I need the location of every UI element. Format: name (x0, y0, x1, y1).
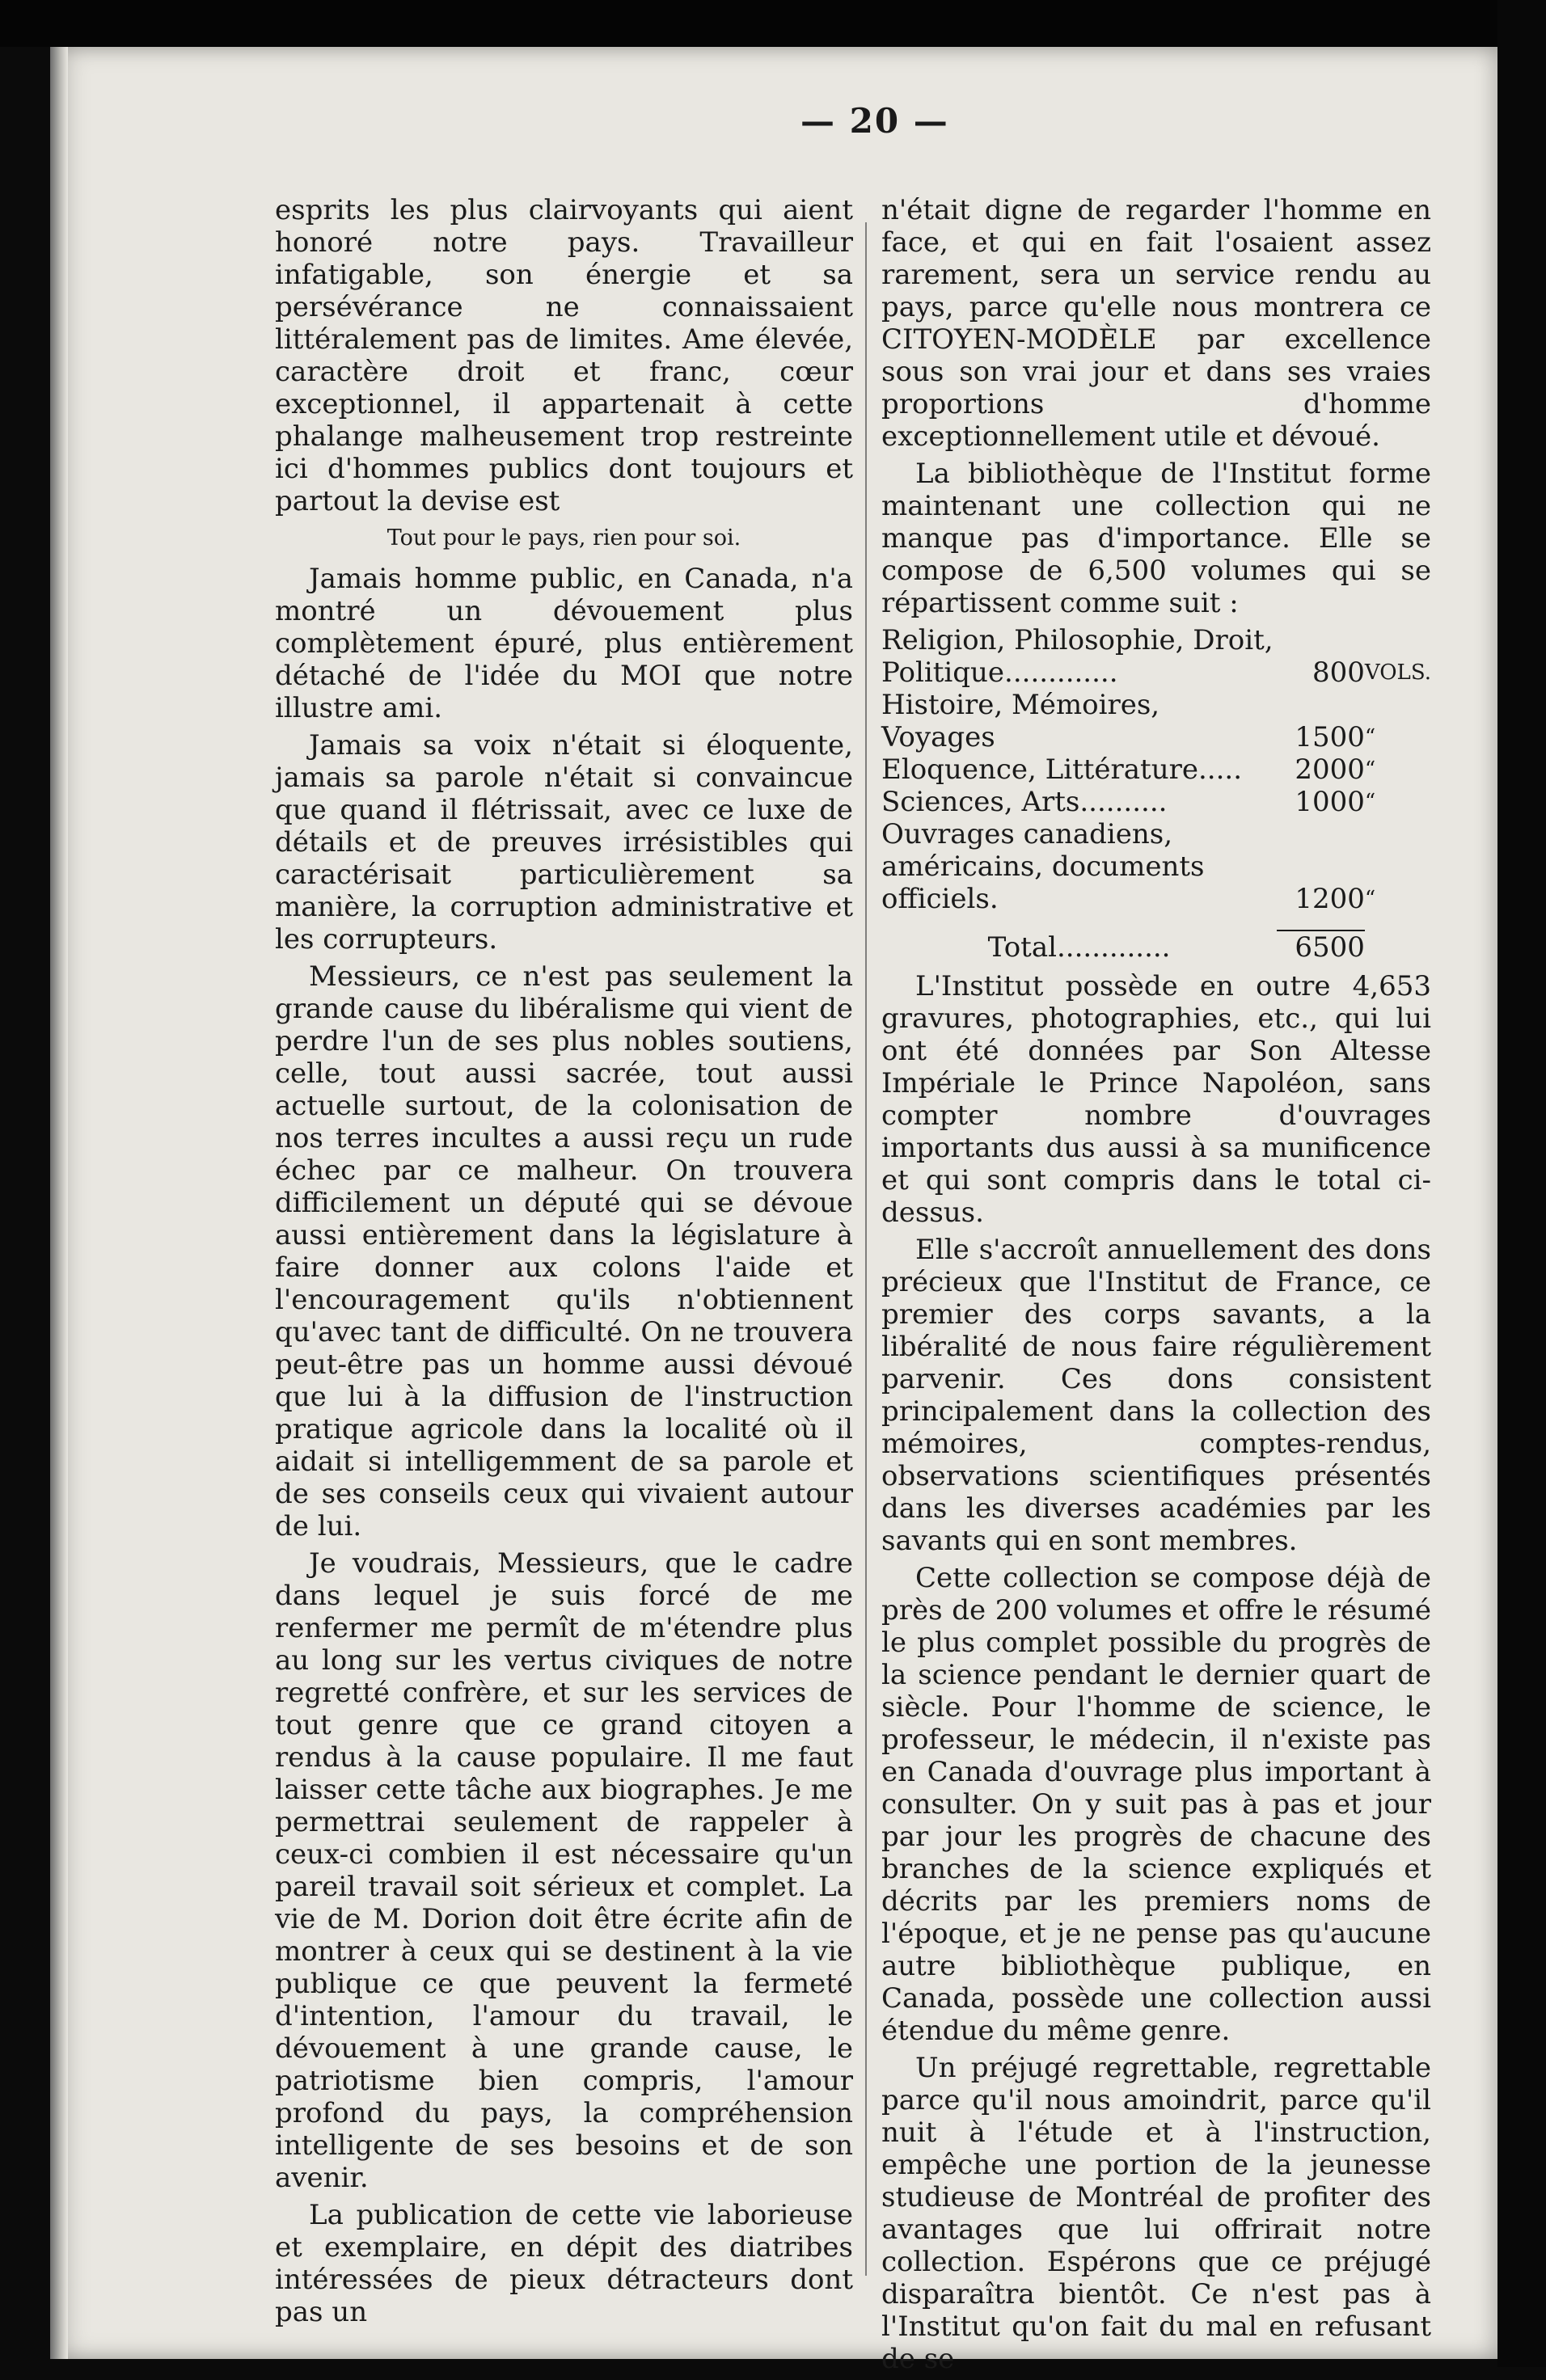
row-value: 1000 (1295, 786, 1365, 818)
right-column-top (881, 194, 1431, 619)
row-label: Sciences, Arts.......... (881, 786, 1168, 818)
total-value: 6500 (1295, 931, 1365, 964)
row-value: 1200 (1295, 883, 1365, 915)
row-unit: “ (1364, 790, 1376, 814)
paragraph: Elle s'accroît annuellement des dons précieux que l'Institut de France, ce premier des corps savants, a la libéralité de nous faire régulièrement parvenir. Ces dons consistent principalement dans la collection des mémoires, comptes-rendus, observations scientifiques présentés dans les diverses académies par les savants qui en sont membres. (881, 1234, 1431, 1557)
scan-top-border (0, 0, 1546, 47)
paragraph: esprits les plus clairvoyants qui aient honoré notre pays. Travailleur infatigable, son énergie et sa persévérance ne connaissaient littéralement pas de limites. Ame élevée, caractère droit et franc, cœur exceptionnel, il appartenait à cette phalange malheusement trop restreinte ici d'hommes publics dont toujours et partout la devise est (275, 194, 853, 517)
paragraph: La bibliothèque de l'Institut forme maintenant une collection qui ne manque pas d'importance. Elle se compose de 6,500 volumes qui se répartissent comme suit : (881, 458, 1431, 619)
column-rule (865, 222, 867, 2276)
row-label: Eloquence, Littérature..... (881, 753, 1243, 786)
total-label: Total............. (987, 931, 1171, 964)
row-label: Religion, Philosophie, Droit, Politique............. (881, 624, 1274, 689)
total-rule (881, 915, 1431, 930)
row-value: 1500 (1295, 721, 1365, 753)
paragraph: Un préjugé regrettable, regrettable parce qu'il nous amoindrit, parce qu'il nuit à l'étude et à l'instruction, empêche une portion de la jeunesse studieuse de Montréal de profiter des avantages que lui offrirait notre collection. Espérons que ce préjugé disparaîtra bientôt. Ce n'est pas à l'Institut qu'on fait du mal en refusant de se (881, 2052, 1431, 2375)
paragraph: Jamais sa voix n'était si éloquente, jamais sa parole n'était si convaincue que quand il flétrissait, avec ce luxe de détails et de preuves irrésistibles qui caractérisait particulièrement sa manière, la corruption administrative et les corrupteurs. (275, 729, 853, 956)
row-unit: “ (1364, 887, 1376, 911)
row-value: 2000 (1295, 753, 1365, 786)
row-unit: “ (1364, 757, 1376, 782)
row-value: 800 (1312, 656, 1365, 689)
page-number: — 20 — (800, 101, 949, 141)
book-table-row (881, 689, 1431, 753)
book-table (881, 624, 1431, 964)
motto: Tout pour le pays, rien pour soi. (386, 525, 741, 551)
paragraph: Cette collection se compose déjà de près de 200 volumes et offre le résumé le plus complet possible du progrès de la science pendant le dernier quart de siècle. Pour l'homme de science, le professeur, le médecin, il n'existe pas en Canada d'ouvrage plus important à consulter. On y suit pas à pas et jour par jour les progrès de chacune des branches de la science expliqués et décrits par les premiers noms de l'époque, et je ne pense pas qu'aucune autre bibliothèque publique, en Canada, possède une collection aussi étendue du même genre. (881, 1562, 1431, 2047)
row-unit: “ (1364, 725, 1376, 749)
book-table-row (881, 786, 1431, 818)
book-table-total (881, 930, 1431, 964)
row-label: Ouvrages canadiens, américains, documents officiels. (881, 818, 1205, 915)
book-table-row (881, 753, 1431, 786)
left-column (275, 194, 853, 2333)
paragraph: L'Institut possède en outre 4,653 gravures, photographies, etc., qui lui ont été données par Son Altesse Impériale le Prince Napoléon, sans compter nombre d'ouvrages importants dus aussi à sa munificence et qui sont compris dans le total ci-dessus. (881, 970, 1431, 1229)
paragraph: Je voudrais, Messieurs, que le cadre dans lequel je suis forcé de me renfermer me permît de m'étendre plus au long sur les vertus civiques de notre regretté confrère, et sur les services de tout genre que ce grand citoyen a rendus à la cause populaire. Il me faut laisser cette tâche aux biographes. Je me permettrai seulement de rappeler à ceux-ci combien il est nécessaire qu'un pareil travail soit sérieux et complet. La vie de M. Dorion doit être écrite afin de montrer à ceux qui se destinent à la vie publique ce que peuvent la fermeté d'intention, l'amour du travail, le dévouement à une grande cause, le patriotisme bien compris, l'amour profond du pays, la compréhension intelligente de ses besoins et de son avenir. (275, 1547, 853, 2194)
paragraph: Jamais homme public, en Canada, n'a montré un dévouement plus complètement épuré, plus entièrement détaché de l'idée du MOI que notre illustre ami. (275, 563, 853, 724)
right-column (881, 194, 1431, 2380)
scan-right-border (1497, 0, 1546, 2367)
row-unit: VOLS. (1364, 660, 1431, 685)
book-table-row (881, 624, 1431, 689)
right-column-bottom (881, 970, 1431, 2375)
row-label: Histoire, Mémoires, Voyages (881, 689, 1160, 753)
book-table-row (881, 818, 1431, 915)
paragraph: n'était digne de regarder l'homme en face, et qui en fait l'osaient assez rarement, sera un service rendu au pays, parce qu'elle nous montrera ce CITOYEN-MODÈLE par excellence sous son vrai jour et dans ses vraies proportions d'homme exceptionnellement utile et dévoué. (881, 194, 1431, 453)
paragraph: Messieurs, ce n'est pas seulement la grande cause du libéralisme qui vient de perdre l'un de ses plus nobles soutiens, celle, tout aussi sacrée, tout aussi actuelle surtout, de la colonisation de nos terres incultes a aussi reçu un rude échec par ce malheur. On trouvera difficilement un député qui se dévoue aussi entièrement dans la législature à faire donner aux colons l'aide et l'encouragement qu'ils n'obtiennent qu'avec tant de difficulté. On ne trouvera peut-être pas un homme aussi dévoué que lui à la diffusion de l'instruction pratique agricole dans la localité où il aidait si intelligemment de sa parole et de ses conseils ceux qui vivaient autour de lui. (275, 960, 853, 1542)
paragraph: La publication de cette vie laborieuse et exemplaire, en dépit des diatribes intéressées de pieux détracteurs dont pas un (275, 2199, 853, 2328)
